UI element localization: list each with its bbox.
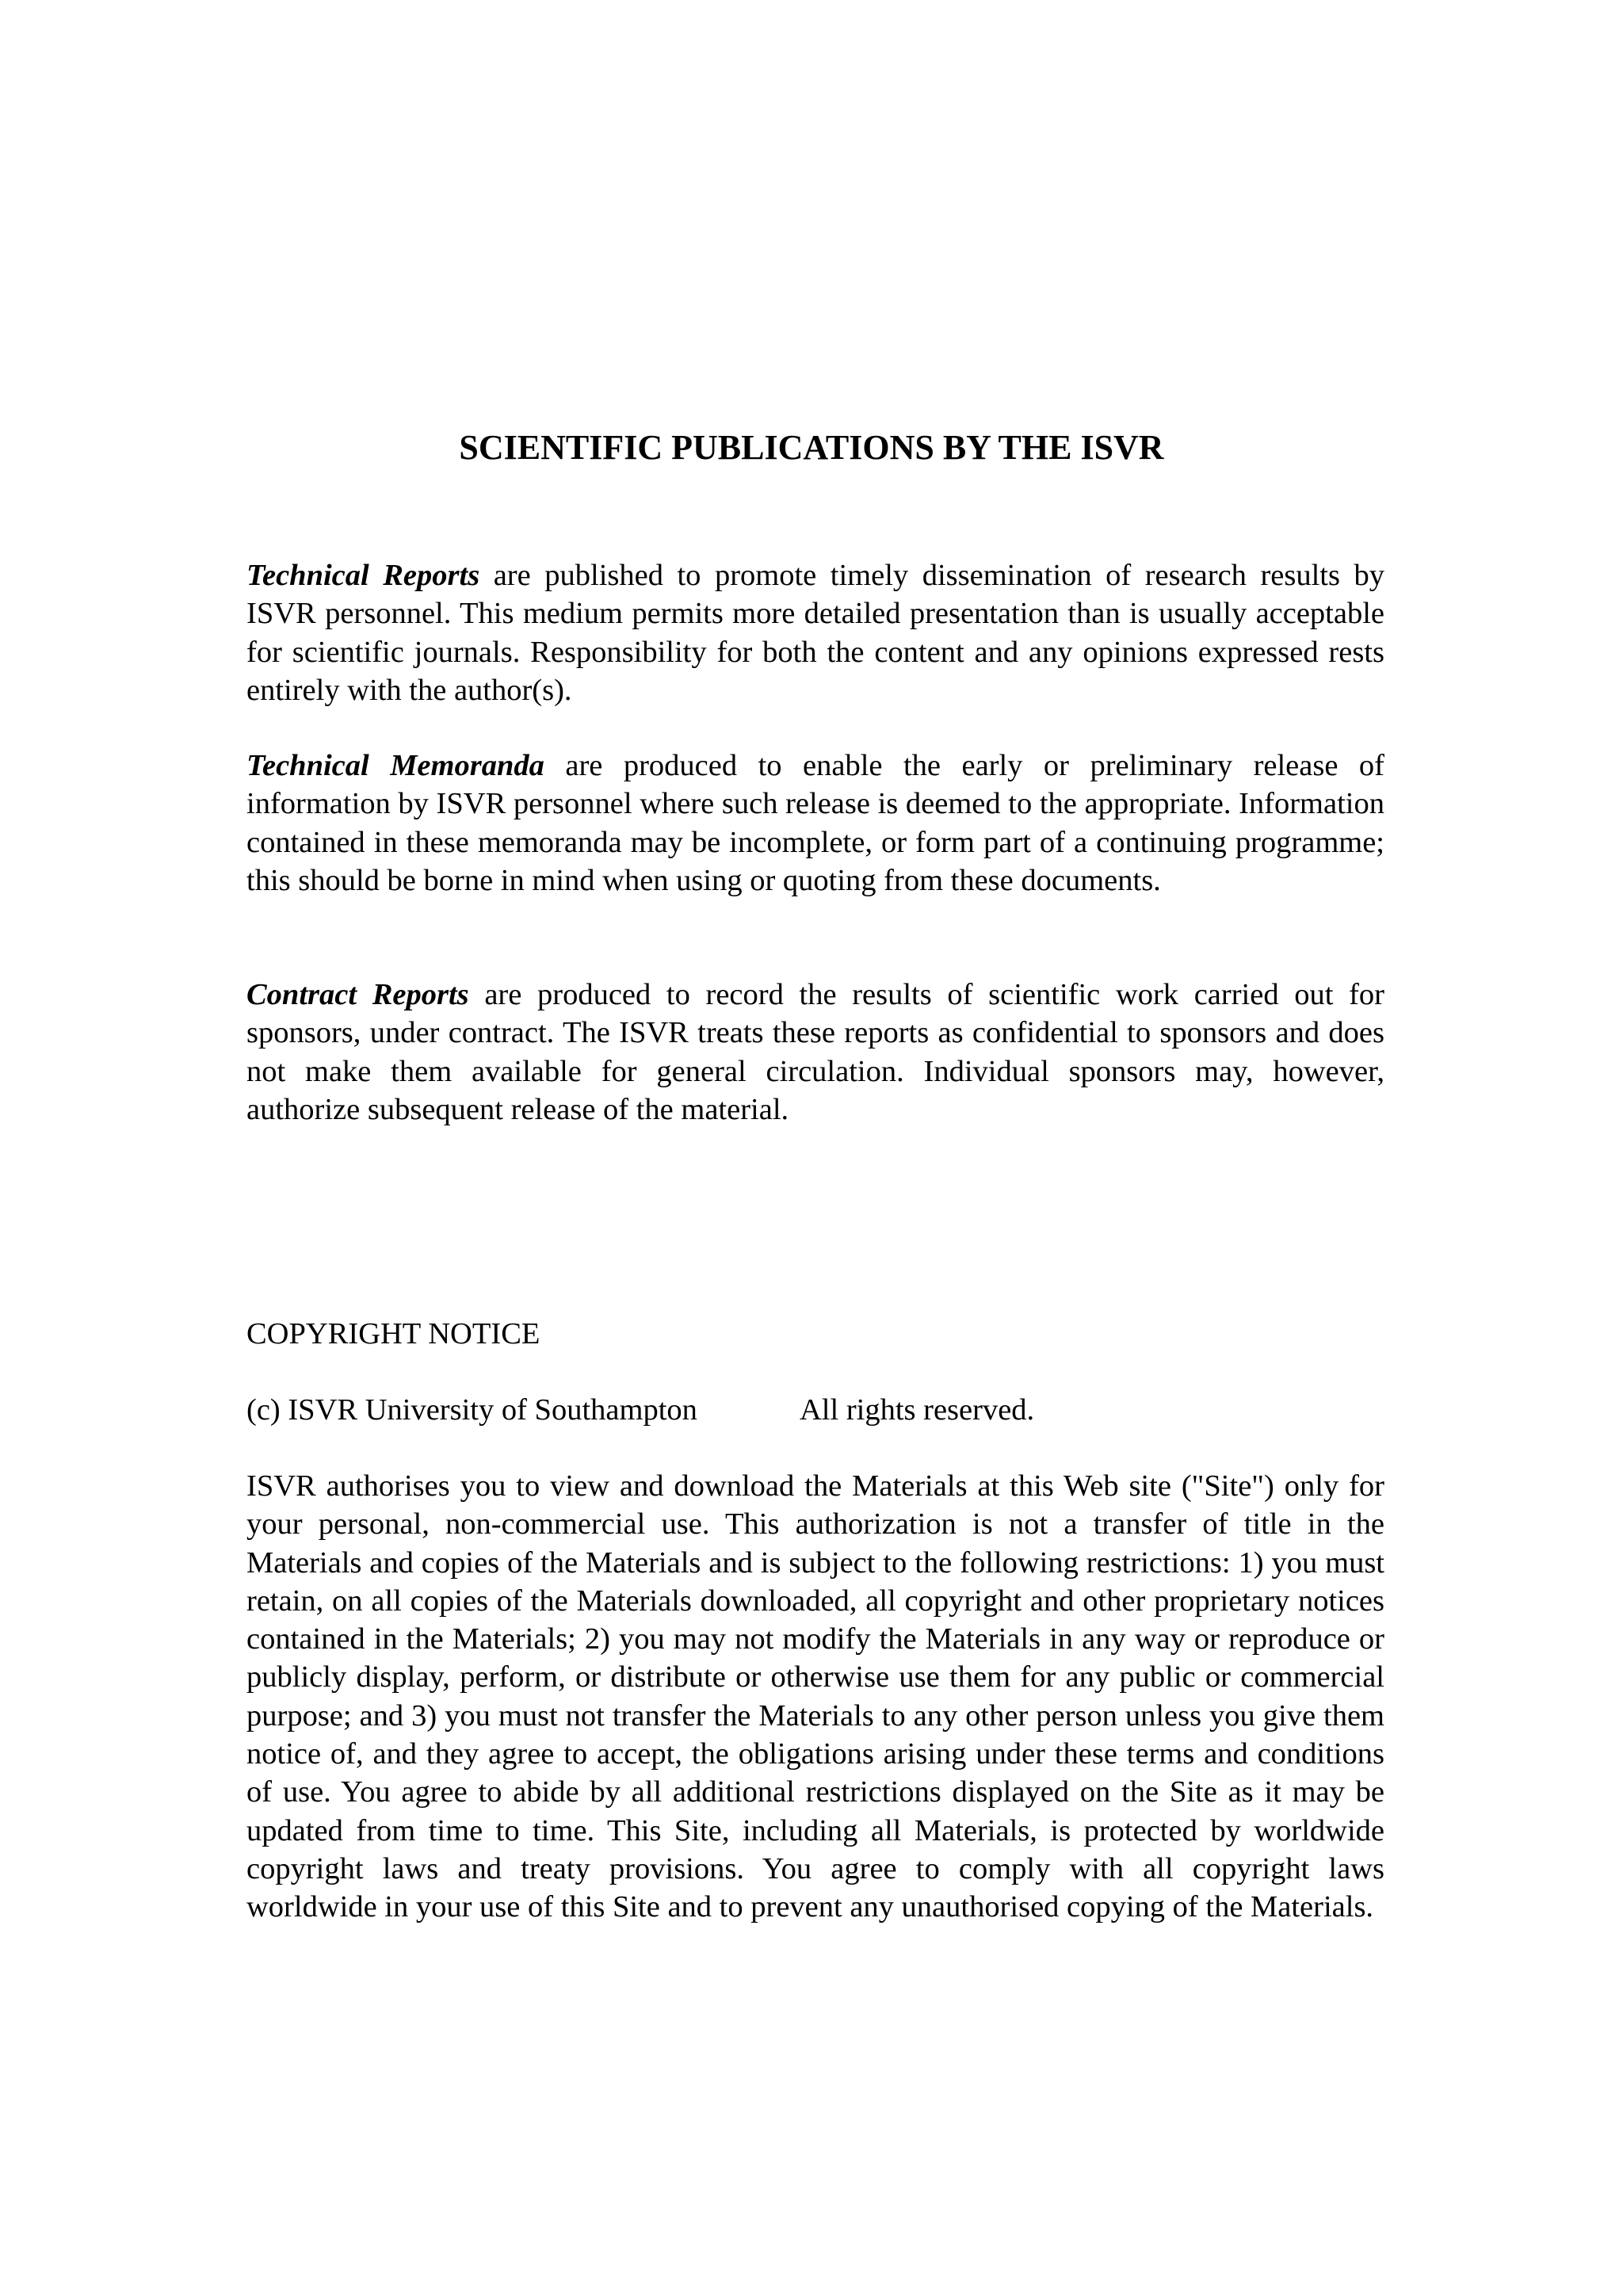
copyright-body: ISVR authorises you to view and download the Materials at this Web site ("Site") only for your personal, non-commercial use. This authorization is not a transfer of title in the Materials and copies of the Materials and is subject to the following restrictions: 1) you must retain, on all copies of the Materials downloaded, all copyright and other proprietary notices contained in the Materials; 2) you may not modify the Materials in any way or reproduce or publicly display, perform, or distribute or otherwise use them for any public or commercial purpose; and 3) you must not transfer the Materials to any other person unless you give them notice of, and they agree to accept, the obligations arising under these terms and conditions of use. You agree to abide by all additional restrictions displayed on the Site as it may be updated from time to time. This Site, including all Materials, is protected by worldwide copyright laws and treaty provisions. You agree to comply with all copyright laws worldwide in your use of this Site and to prevent any unauthorised copying of the Materials. xyxy=(246,1469,1384,1924)
technical-reports-term: Technical Reports xyxy=(246,559,480,592)
rights-reserved: All rights reserved. xyxy=(800,1393,1035,1427)
contract-reports-text: are produced to record the results of scientific work carried out for sponsors, under contract. The ISVR treats these reports as confidential to sponsors and does not make them available for general circulation. Individual sponsors may, however, authorize subsequent release of the material. xyxy=(246,978,1384,1126)
technical-reports-text: are published to promote timely dissemination of research results by ISVR personnel. This medium permits more detailed presentation than is usually acceptable for scientific journals. Responsibility for both the content and any opinions expressed rests entirely with the author(s). xyxy=(246,559,1384,707)
copyright-owner-line xyxy=(246,1391,1035,1429)
technical-memoranda-term: Technical Memoranda xyxy=(246,749,544,782)
contract-reports-paragraph xyxy=(246,976,1384,1129)
copyright-owner: (c) ISVR University of Southampton xyxy=(246,1393,697,1427)
contract-reports-term: Contract Reports xyxy=(246,978,469,1011)
technical-reports-paragraph xyxy=(246,556,1384,709)
copyright-heading: COPYRIGHT NOTICE xyxy=(246,1317,540,1350)
technical-memoranda-paragraph xyxy=(246,747,1384,900)
page-title: SCIENTIFIC PUBLICATIONS BY THE ISVR xyxy=(459,428,1164,467)
technical-memoranda-text: are produced to enable the early or preliminary release of information by ISVR personnel where such release is deemed to the appropriate. Information contained in these memoranda may be incomplete, or form part of a continuing programme; this should be borne in mind when using or quoting from these documents. xyxy=(246,749,1384,897)
